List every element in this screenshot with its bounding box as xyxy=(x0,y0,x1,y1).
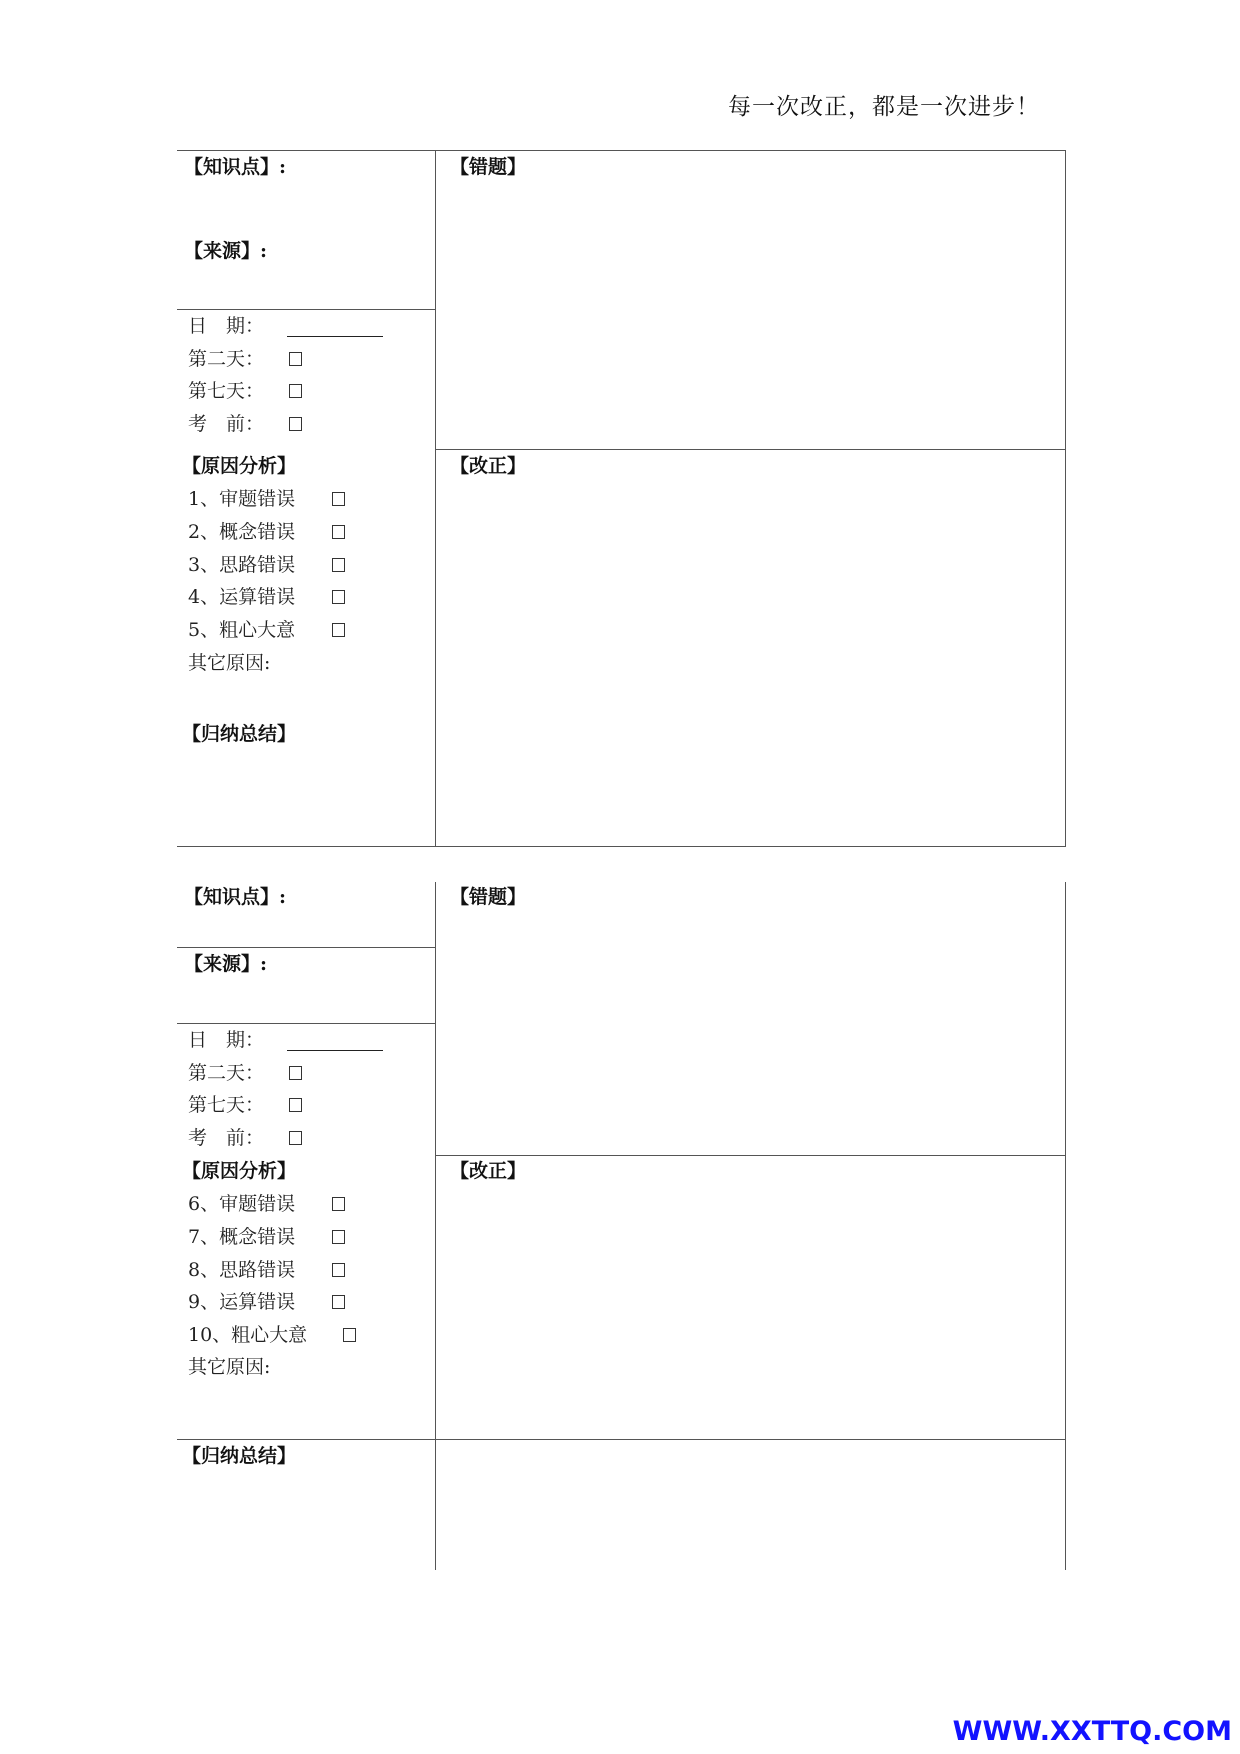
card2-reason-9: 9、运算错误 xyxy=(188,1291,296,1313)
card1-knowledge-label: 【知识点】: xyxy=(184,156,287,178)
card1-mid-border xyxy=(435,449,1065,450)
card1-review-day2: 第二天： xyxy=(188,348,265,370)
card1-reason-2: 2、概念错误 xyxy=(188,521,296,543)
card2-review-day2-checkbox[interactable] xyxy=(289,1066,302,1080)
card1-other-reason: 其它原因: xyxy=(188,652,271,674)
card2-knowledge-label: 【知识点】: xyxy=(184,886,287,908)
card1-reason-3: 3、思路错误 xyxy=(188,554,296,576)
card2-divider xyxy=(435,882,436,1570)
card2-other-reason: 其它原因: xyxy=(188,1356,271,1378)
card2-date-label: 日 期： xyxy=(188,1029,265,1051)
card2-date-blank[interactable] xyxy=(287,1050,383,1051)
card2-review-day7: 第七天： xyxy=(188,1094,265,1116)
card2-reason-10: 10、粗心大意 xyxy=(188,1324,308,1346)
card2-summary-border xyxy=(177,1439,1065,1440)
card1-review-day7: 第七天： xyxy=(188,380,265,402)
card2-knowledge-separator xyxy=(177,947,435,948)
card1-review-day2-checkbox[interactable] xyxy=(289,352,302,366)
card1-reason-4-checkbox[interactable] xyxy=(332,590,345,604)
card1-reason-3-checkbox[interactable] xyxy=(332,558,345,572)
card1-reason-2-checkbox[interactable] xyxy=(332,525,345,539)
card2-right-border xyxy=(1065,882,1066,1570)
card2-reason-7: 7、概念错误 xyxy=(188,1226,296,1248)
card2-review-exam: 考 前： xyxy=(188,1127,265,1149)
card1-review-exam-checkbox[interactable] xyxy=(289,417,302,431)
card1-reason-4: 4、运算错误 xyxy=(188,586,296,608)
card2-reason-label: 【原因分析】 xyxy=(182,1160,297,1182)
card2-review-day2: 第二天： xyxy=(188,1062,265,1084)
card1-reason-5: 5、粗心大意 xyxy=(188,619,296,641)
card1-summary-label: 【归纳总结】 xyxy=(182,723,297,745)
card2-source-label: 【来源】: xyxy=(184,953,268,975)
card2-reason-10-checkbox[interactable] xyxy=(343,1328,356,1342)
card2-source-separator xyxy=(177,1023,435,1024)
site-watermark: WWW.XXTTQ.COM xyxy=(952,1716,1232,1747)
card2-summary-label: 【归纳总结】 xyxy=(182,1445,297,1467)
card2-reason-6-checkbox[interactable] xyxy=(332,1197,345,1211)
card2-reason-7-checkbox[interactable] xyxy=(332,1230,345,1244)
card1-correction-label: 【改正】 xyxy=(450,455,527,477)
card1-wrong-label: 【错题】 xyxy=(450,156,527,178)
card1-reason-1: 1、审题错误 xyxy=(188,488,296,510)
card1-top-border xyxy=(177,150,1065,151)
card1-reason-label: 【原因分析】 xyxy=(182,455,297,477)
card2-wrong-label: 【错题】 xyxy=(450,886,527,908)
card2-correction-label: 【改正】 xyxy=(450,1160,527,1182)
card1-divider xyxy=(435,150,436,847)
card1-source-label: 【来源】: xyxy=(184,240,268,262)
card2-mid-border xyxy=(435,1155,1065,1156)
card1-date-label: 日 期： xyxy=(188,315,265,337)
card1-review-exam: 考 前： xyxy=(188,413,265,435)
card2-reason-8-checkbox[interactable] xyxy=(332,1263,345,1277)
card2-reason-8: 8、思路错误 xyxy=(188,1259,296,1281)
card1-bottom-border xyxy=(177,846,1065,847)
card2-reason-9-checkbox[interactable] xyxy=(332,1295,345,1309)
card1-date-blank[interactable] xyxy=(287,336,383,337)
motto-header: 每一次改正，都是一次进步！ xyxy=(728,94,1040,120)
card1-review-day7-checkbox[interactable] xyxy=(289,384,302,398)
card2-review-exam-checkbox[interactable] xyxy=(289,1131,302,1145)
card2-review-day7-checkbox[interactable] xyxy=(289,1098,302,1112)
card1-right-border xyxy=(1065,150,1066,847)
card1-left-separator xyxy=(177,309,435,310)
card1-reason-5-checkbox[interactable] xyxy=(332,623,345,637)
card2-reason-6: 6、审题错误 xyxy=(188,1193,296,1215)
card1-reason-1-checkbox[interactable] xyxy=(332,492,345,506)
